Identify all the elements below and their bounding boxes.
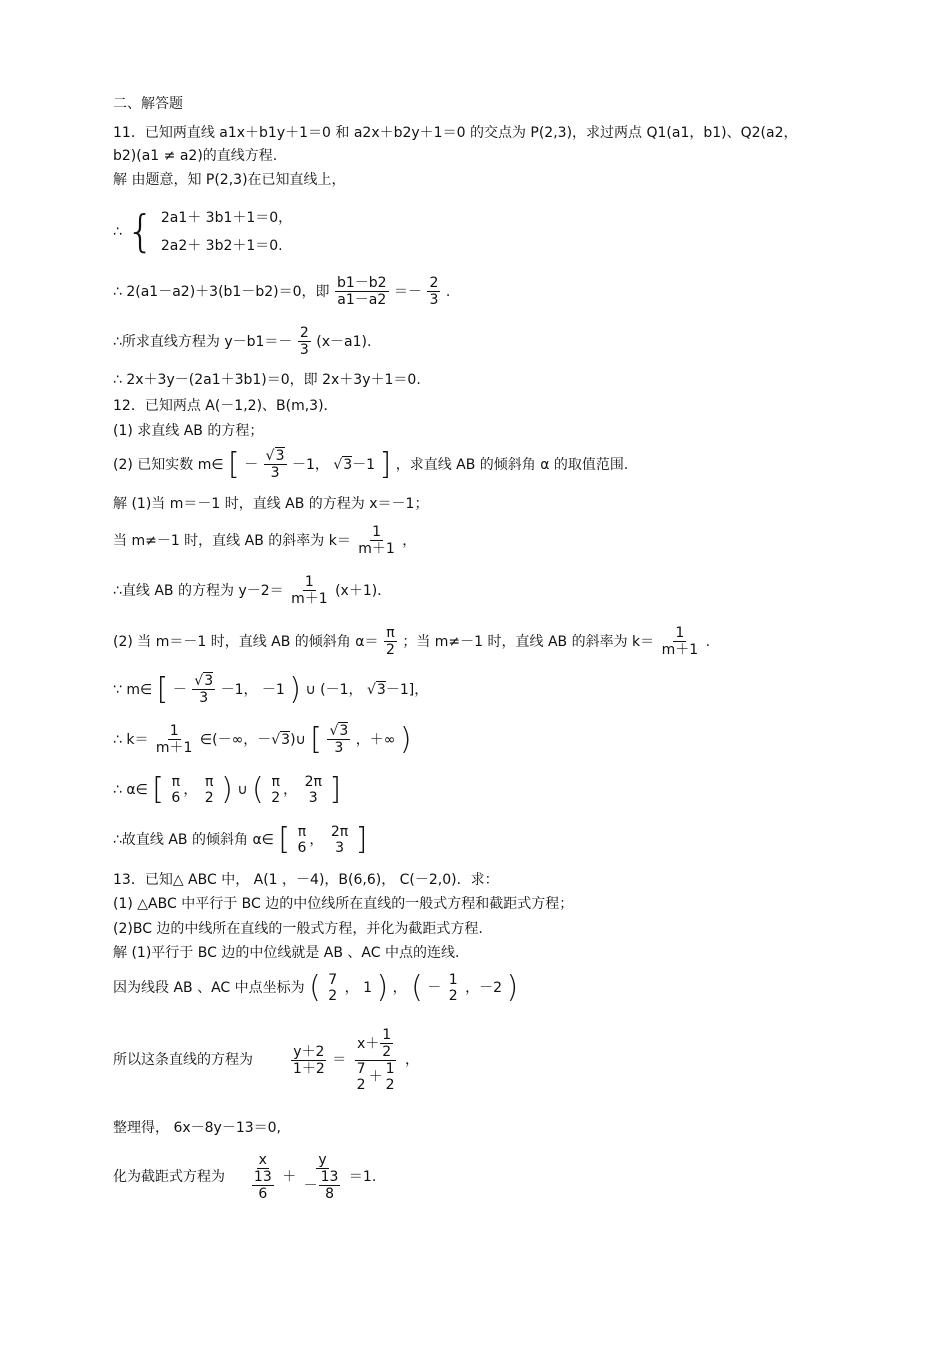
denominator: 3 bbox=[429, 292, 439, 308]
numerator: 1 bbox=[382, 1027, 392, 1043]
text: ＝1. bbox=[348, 1169, 377, 1185]
denominator: 2 bbox=[271, 790, 281, 806]
numerator: y＋2 bbox=[293, 1043, 325, 1060]
denominator: 3 bbox=[335, 840, 344, 856]
text: －1 bbox=[352, 456, 376, 473]
system-equation-2: 2a2＋ 3b2＋1＝0. bbox=[160, 238, 283, 254]
numerator: π bbox=[205, 774, 214, 790]
numerator: 7 bbox=[328, 972, 338, 988]
left-paren: ( bbox=[252, 772, 264, 807]
text: ∴所求直线方程为 y－b1＝－ bbox=[113, 333, 293, 350]
sqrt-value: 3 bbox=[204, 673, 214, 689]
problem-11-question-line1: 11．已知两直线 a1x＋b1y＋1＝0 和 a2x＋b2y＋1＝0 的交点为 P(2,3)，求过两点 Q1(a1，b1)、Q2(a2， bbox=[113, 125, 798, 141]
fraction bbox=[252, 1169, 274, 1202]
denominator: 3 bbox=[199, 690, 209, 706]
text: ∴ 2(a1－a2)＋3(b1－b2)＝0，即 bbox=[113, 283, 330, 300]
problem-13-solution-1: 解 (1)平行于 BC 边的中位线就是 AB 、AC 中点的连线. bbox=[113, 945, 460, 961]
text: ，求直线 AB 的倾斜角 α 的取值范围. bbox=[395, 456, 629, 473]
problem-12-solution-2 bbox=[113, 625, 710, 658]
numerator: 13 bbox=[253, 1169, 272, 1185]
numerator: π bbox=[386, 625, 395, 641]
text: ∵ m∈ bbox=[113, 681, 153, 698]
numerator: 1 bbox=[372, 524, 382, 540]
denominator: 2 bbox=[204, 790, 214, 806]
denominator: 3 bbox=[334, 740, 344, 756]
text: ∪ (－1， bbox=[305, 681, 363, 698]
denominator: m＋1 bbox=[291, 591, 328, 607]
numerator: 1 bbox=[304, 574, 314, 590]
fraction bbox=[298, 325, 311, 358]
fraction bbox=[303, 774, 324, 806]
denominator: 1＋2 bbox=[292, 1060, 325, 1077]
numerator: 2π bbox=[304, 774, 322, 790]
left-bracket: [ bbox=[156, 671, 169, 707]
sqrt-value: 3 bbox=[343, 456, 353, 473]
problem-11-line-equation bbox=[113, 325, 371, 358]
fraction bbox=[289, 574, 330, 607]
text: －1， bbox=[291, 456, 329, 473]
text: (2) 已知实数 m∈ bbox=[113, 456, 224, 473]
problem-11-equation-system bbox=[113, 204, 292, 260]
right-paren: ) bbox=[506, 970, 519, 1005]
sqrt: √3 bbox=[367, 681, 386, 698]
fraction bbox=[356, 524, 397, 557]
denominator: 3 bbox=[299, 342, 309, 358]
problem-11-final-answer: ∴ 2x＋3y－(2a1＋3b1)＝0，即 2x＋3y＋1＝0. bbox=[113, 372, 421, 388]
text: ， bbox=[392, 980, 407, 996]
problem-12-solution-1: 解 (1)当 m＝－1 时，直线 AB 的方程为 x＝－1； bbox=[113, 496, 429, 512]
left-brace: { bbox=[126, 206, 155, 257]
fraction bbox=[154, 723, 195, 756]
problem-12-conclusion: ∴故直线 AB 的倾斜角 α∈ [ π 6 ， 2π 3 ] bbox=[113, 822, 368, 857]
numerator: 1 bbox=[448, 972, 458, 988]
fraction bbox=[326, 972, 339, 1004]
problem-11-solution-intro: 解 由题意，知 P(2,3)在已知直线上， bbox=[113, 172, 346, 188]
sqrt: √3 bbox=[333, 456, 353, 473]
text: － bbox=[244, 456, 259, 473]
complex-fraction bbox=[302, 1152, 344, 1202]
text: 当 m≠－1 时，直线 AB 的斜率为 k＝ bbox=[113, 532, 351, 549]
text: (2) 当 m＝－1 时，直线 AB 的倾斜角 α＝ bbox=[113, 633, 379, 650]
numerator: 1 bbox=[385, 1061, 395, 1077]
fraction bbox=[355, 1061, 368, 1093]
left-paren: ( bbox=[411, 970, 423, 1005]
text: ∴ k＝ bbox=[113, 731, 149, 748]
numerator: 1 bbox=[675, 625, 685, 641]
union-symbol: ∪ bbox=[237, 782, 248, 798]
right-paren: ) bbox=[376, 970, 389, 1005]
text: ， bbox=[402, 532, 417, 549]
fraction bbox=[660, 625, 701, 658]
fraction bbox=[269, 774, 282, 806]
numerator: b1－b2 bbox=[336, 275, 387, 291]
denominator: m＋1 bbox=[155, 740, 193, 756]
text: ∴故直线 AB 的倾斜角 α∈ bbox=[113, 832, 274, 848]
denominator: 2 bbox=[328, 988, 338, 1004]
text: . bbox=[705, 633, 711, 650]
text: ＝－ bbox=[394, 283, 422, 300]
text: ，－2 bbox=[465, 980, 502, 996]
fraction bbox=[291, 1044, 327, 1077]
sqrt: √3 bbox=[271, 731, 291, 748]
problem-11-line-slope bbox=[113, 275, 450, 308]
text: 化为截距式方程为 bbox=[113, 1169, 225, 1185]
text: 因为线段 AB 、AC 中点坐标为 bbox=[113, 980, 305, 996]
problem-13-midpoints bbox=[113, 972, 518, 1004]
numerator: y bbox=[318, 1152, 327, 1168]
text: ＋ bbox=[282, 1169, 297, 1185]
denominator: 6 bbox=[258, 1186, 268, 1202]
text: ∴直线 AB 的方程为 y－2＝ bbox=[113, 582, 284, 599]
problem-12-k-range bbox=[113, 723, 412, 756]
problem-13-intercept-form bbox=[113, 1152, 376, 1202]
problem-12-part-1: (1) 求直线 AB 的方程； bbox=[113, 423, 264, 439]
problem-12-m-range bbox=[113, 673, 428, 706]
fraction bbox=[335, 275, 389, 308]
left-bracket: [ bbox=[228, 446, 240, 482]
fraction bbox=[384, 1061, 397, 1093]
fraction bbox=[329, 824, 350, 856]
problem-12-question: 12．已知两点 A(－1,2)、B(m,3)． bbox=[113, 398, 338, 414]
text: ∈(－∞，－ bbox=[199, 731, 272, 748]
therefore-symbol: ∴ bbox=[113, 224, 122, 240]
sqrt-value: 3 bbox=[376, 681, 386, 698]
section-title: 二、解答题 bbox=[113, 96, 183, 112]
right-bracket: ] bbox=[379, 446, 392, 482]
text: － bbox=[427, 980, 442, 996]
numerator: π bbox=[297, 824, 307, 840]
numerator: π bbox=[171, 774, 181, 790]
problem-13-question: 13．已知△ ABC 中， A(1 ，－4)，B(6,6)， C(－2,0)．求： bbox=[113, 872, 499, 888]
denominator: 2 bbox=[448, 988, 458, 1004]
fraction: $\frac{√3}{3}$ bbox=[265, 448, 285, 481]
problem-13-general-form: 整理得， 6x－8y－13＝0, bbox=[113, 1120, 282, 1136]
text: 所以这条直线的方程为 bbox=[113, 1052, 253, 1068]
text: (x＋1)． bbox=[335, 582, 392, 599]
text: ＝ bbox=[332, 1052, 347, 1068]
denominator: m＋1 bbox=[661, 642, 699, 658]
left-bracket: [ bbox=[310, 721, 322, 757]
numerator: x bbox=[258, 1152, 267, 1168]
right-paren: ) bbox=[289, 671, 302, 707]
fraction bbox=[169, 774, 182, 806]
denominator: 2 bbox=[356, 1077, 366, 1093]
text: ， bbox=[404, 1052, 419, 1068]
fraction bbox=[203, 774, 216, 806]
problem-13-part-2: (2)BC 边的中线所在直线的一般式方程，并化为截距式方程. bbox=[113, 921, 483, 937]
minus: － bbox=[303, 1177, 318, 1194]
numerator: 1 bbox=[169, 723, 179, 739]
complex-fraction bbox=[249, 1152, 277, 1202]
text: ∴ α∈ bbox=[113, 782, 148, 798]
fraction: $\frac{√3}{3}$ bbox=[194, 673, 214, 706]
denominator: 3 bbox=[270, 465, 280, 481]
problem-12-slope bbox=[113, 524, 416, 557]
denominator: 2 bbox=[382, 1044, 392, 1060]
right-bracket: ] bbox=[355, 822, 368, 857]
denominator: m＋1 bbox=[358, 541, 395, 557]
numerator: 7 bbox=[356, 1061, 366, 1077]
sqrt-value: 3 bbox=[275, 448, 285, 464]
denominator: a1－a2 bbox=[337, 292, 387, 308]
right-bracket: ] bbox=[329, 772, 342, 807]
denominator: 3 bbox=[308, 790, 318, 806]
problem-11-question-line2: b2)(a1 ≠ a2)的直线方程. bbox=[113, 148, 278, 164]
system-rows bbox=[161, 204, 292, 260]
left-bracket: [ bbox=[278, 822, 291, 857]
problem-12-part-2 bbox=[113, 448, 628, 481]
fraction bbox=[427, 275, 440, 308]
denominator: 2 bbox=[385, 1077, 395, 1093]
numerator: 13 bbox=[320, 1169, 339, 1185]
text: )∪ bbox=[290, 731, 306, 748]
text: － bbox=[172, 681, 187, 698]
right-paren: ) bbox=[399, 721, 412, 757]
fraction bbox=[296, 824, 309, 856]
left-paren: ( bbox=[309, 970, 321, 1005]
system-equation-1: 2a1＋ 3b1＋1＝0， bbox=[160, 210, 293, 226]
text: (x－a1). bbox=[316, 333, 372, 350]
numerator: 2π bbox=[330, 824, 349, 840]
problem-12-alpha-range: ∴ α∈ [ π 6 ， π 2 ) ∪ ( π 2 ， 2π 3 ] bbox=[113, 772, 342, 807]
denominator: 2 bbox=[385, 642, 395, 658]
problem-12-line-equation bbox=[113, 574, 391, 607]
text: . bbox=[445, 283, 451, 300]
right-paren: ) bbox=[221, 772, 233, 807]
numerator: 2 bbox=[429, 275, 439, 291]
text: －1]， bbox=[385, 681, 429, 698]
plus: ＋ bbox=[368, 1069, 383, 1085]
denominator: 6 bbox=[171, 790, 181, 806]
denominator: 6 bbox=[297, 840, 307, 856]
denominator: 8 bbox=[325, 1186, 335, 1202]
fraction bbox=[447, 972, 460, 1004]
complex-fraction bbox=[352, 1027, 400, 1093]
problem-13-part-1: (1) △ABC 中平行于 BC 边的中位线所在直线的一般式方程和截距式方程； bbox=[113, 896, 574, 912]
text: －1， －1 bbox=[220, 681, 285, 698]
sqrt-value: 3 bbox=[339, 723, 349, 739]
text: ，＋∞ bbox=[355, 731, 396, 748]
fraction bbox=[384, 625, 397, 658]
problem-13-two-point-form bbox=[113, 1027, 419, 1093]
numerator-text: x＋ bbox=[356, 1035, 380, 1052]
numerator: 2 bbox=[299, 325, 309, 341]
fraction bbox=[380, 1027, 393, 1060]
text: ；当 m≠－1 时，直线 AB 的斜率为 k＝ bbox=[402, 633, 655, 650]
left-bracket: [ bbox=[152, 772, 164, 807]
text: ， 1 bbox=[344, 980, 372, 996]
fraction: $\frac{√3}{3}$ bbox=[329, 723, 349, 756]
sqrt-value: 3 bbox=[281, 731, 291, 748]
numerator: π bbox=[271, 774, 280, 790]
fraction bbox=[319, 1169, 341, 1202]
